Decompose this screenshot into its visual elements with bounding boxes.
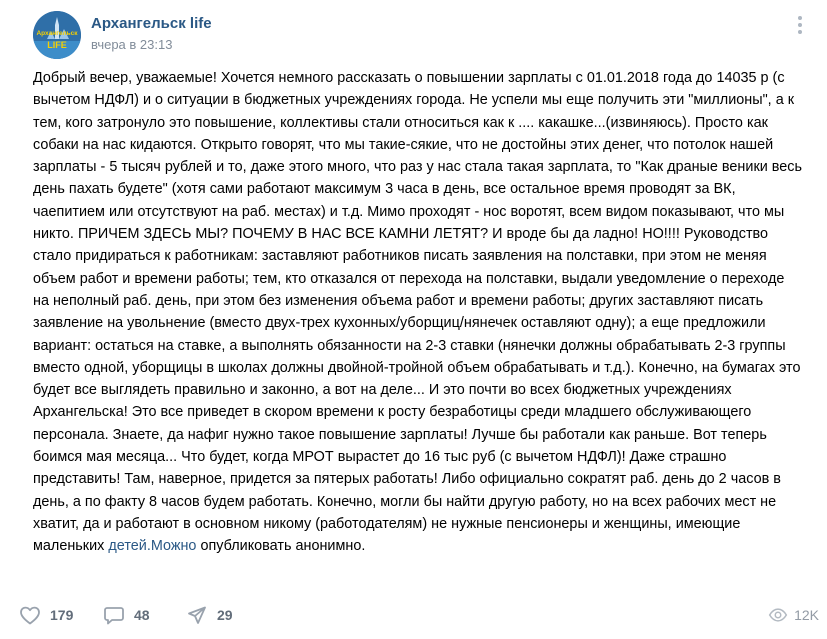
post-time[interactable]: вчера в 23:13 (91, 37, 173, 52)
avatar-image (33, 11, 81, 59)
hashtag-link-children[interactable]: детей. (108, 538, 151, 555)
like-button[interactable] (18, 601, 73, 629)
post-footer (0, 601, 827, 629)
post-text-tail: опубликовать анонимно. (196, 538, 366, 555)
views-counter (768, 601, 819, 629)
share-icon (185, 603, 209, 627)
share-count: 29 (217, 607, 233, 623)
comment-button[interactable] (102, 601, 150, 629)
like-count: 179 (50, 607, 74, 623)
views-count: 12K (794, 607, 819, 623)
community-avatar[interactable] (33, 11, 81, 59)
like-icon (18, 603, 42, 627)
author-name[interactable]: Архангельск life (91, 15, 212, 32)
avatar-text-top: Архангельск (36, 30, 78, 37)
post-text (33, 67, 803, 558)
post-text-body: Добрый вечер, уважаемые! Хочется немного рассказать о повышении зарплаты с 01.01.2018 года до 14035 р (с вычетом НДФЛ) и о ситуации в бюджетных учреждениях города. Не успели мы еще получить эти "миллионы", а к тем, кого затронуло это повышение, коллективы стали относиться как к .... какашке...(извиняюсь). Просто как собаки на нас кидаются. Открыто говорят, что мы такие-сякие, что не достойны этих денег, что потолок нашей зарплаты - 5 тысяч рублей и то, даже этого много, что раз у нас стала такая зарплата, то "Как драные веники весь день пахать будете" (хотя сами работают максимум 3 часа в день, все остальное время проводят за ВК, чаепитием или отсутствуют на раб. местах) и т.д. Мимо проходят - нос воротят, всем видом показывают, что мы никто. ПРИЧЕМ ЗДЕСЬ МЫ? ПОЧЕМУ В НАС ВСЕ КАМНИ ЛЕТЯТ? И вроде бы да ладно! НО!!!! Руководство стало придираться к работникам: заставляют работников писать заявления на полставки, при этом не меняя объем работ и времени работы; тем, кто отказался от перехода на полставки, выдали уведомление о переходе на неполный раб. день, при этом без изменения объема работ и времени работы; других заставляют писать заявление на увольнение (вместо двух-трех кухонных/уборщиц/нянечек оставляют одну); а еще предложили вариант: остаться на ставке, а выполнять обязанности на 2-3 ставки (нянечки должны обрабатывать 2-3 группы вместо одной, уборщицы в школах должны двойной-тройной объем обрабатывать и т.д.). Конечно, на бумагах это будет все выглядеть правильно и законно, а вот на деле... И это почти во всех бюджетных учреждениях Архангельска! Это все приведет в скором времени к росту безработицы среди младшего обслуживающего персонала. Знаете, да нафиг нужно такое повышение зарплаты! Лучше бы работали как раньше. Вот теперь боимся мая месяца... Что будет, когда МРОТ вырастет до 16 тыс руб (с вычетом НДФЛ)! Даже страшно представить! Там, наверное, придется за пятерых работать! Либо официально сократят раб. день до 2 часов в день, а по факту 8 часов будем работать. Конечно, могли бы найти другую работу, но на всех рабочих мест не хватит, да и работают в основном никому (работодателям) не нужные пенсионеры и женщины, имеющие маленьких (33, 70, 803, 555)
views-icon (768, 605, 788, 625)
comment-count: 48 (134, 607, 150, 623)
hashtag-link-allowed[interactable]: Можно (150, 538, 197, 555)
post-header (33, 11, 813, 59)
more-button[interactable] (788, 13, 812, 37)
avatar-text-bottom: LIFE (47, 40, 67, 50)
more-icon (788, 13, 812, 37)
share-button[interactable] (185, 601, 233, 629)
comment-icon (102, 603, 126, 627)
